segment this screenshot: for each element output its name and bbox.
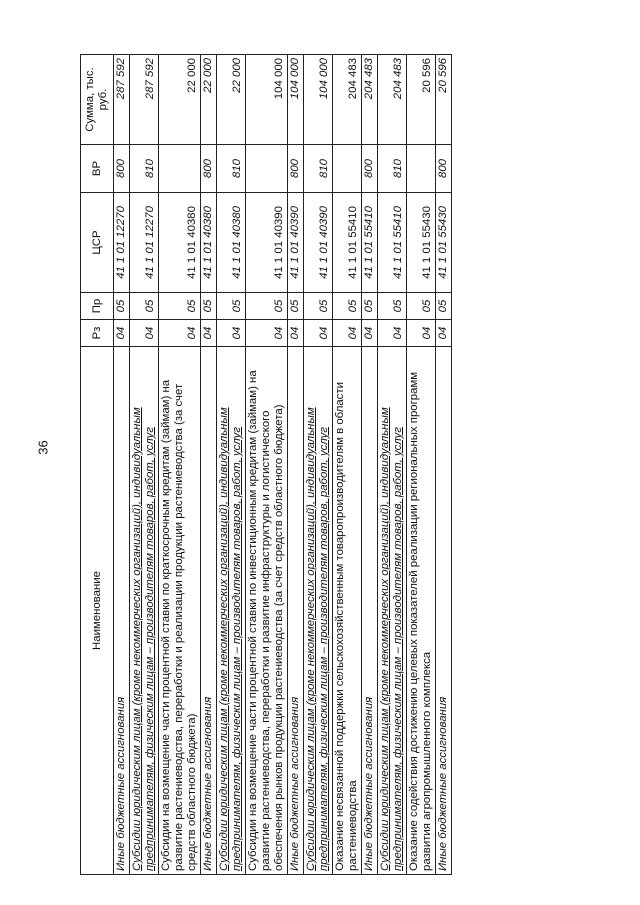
row-pr: 05 [246,293,288,320]
row-csr: 41 1 01 55410 [378,193,407,293]
row-pr: 05 [407,293,436,320]
header-csr: ЦСР [81,193,114,293]
row-csr: 41 1 01 40380 [201,193,217,293]
table-row [304,55,333,875]
table-row [378,55,407,875]
row-name: Субсидии юридическим лицам (кроме некоммерческих организаций), индивидуальным предпринимателям, физическим лицам – производителям товаров, работ, услуг [217,347,246,875]
row-rz: 04 [114,320,130,347]
row-sum: 22 000 [159,55,201,145]
row-sum: 20 596 [436,55,452,145]
row-rz: 04 [362,320,378,347]
row-sum: 204 483 [362,55,378,145]
row-csr: 41 1 01 40380 [159,193,201,293]
row-sum: 204 483 [333,55,362,145]
row-rz: 04 [288,320,304,347]
row-rz: 04 [217,320,246,347]
row-rz: 04 [436,320,452,347]
row-pr: 05 [362,293,378,320]
table-row [201,55,217,875]
row-pr: 05 [217,293,246,320]
row-csr: 41 1 01 55410 [362,193,378,293]
row-vr: 810 [304,145,333,193]
row-pr: 05 [201,293,217,320]
row-name: Субсидии юридическим лицам (кроме некоммерческих организаций), индивидуальным предпринимателям, физическим лицам – производителям товаров, работ, услуг [304,347,333,875]
budget-table [80,54,452,875]
row-name: Оказание содействия достижению целевых показателей реализации региональных программ развития агропромышленного комплекса [407,347,436,875]
header-pr: Пр [81,293,114,320]
table-row [407,55,436,875]
row-sum: 204 483 [378,55,407,145]
table-row [114,55,130,875]
row-vr [246,145,288,193]
row-sum: 104 000 [304,55,333,145]
row-csr: 41 1 01 40390 [288,193,304,293]
table-header-row [81,55,114,875]
row-csr: 41 1 01 55430 [407,193,436,293]
row-vr: 800 [436,145,452,193]
row-rz: 04 [407,320,436,347]
row-vr [407,145,436,193]
row-name: Иные бюджетные ассигнования [362,347,378,875]
row-rz: 04 [304,320,333,347]
row-pr: 05 [114,293,130,320]
row-csr: 41 1 01 55430 [436,193,452,293]
row-sum: 287 592 [114,55,130,145]
row-name: Оказание несвязанной поддержки сельскохозяйственным товаропроизводителям в области растениеводства [333,347,362,875]
row-sum: 22 000 [217,55,246,145]
row-sum: 20 596 [407,55,436,145]
row-sum: 104 000 [246,55,288,145]
row-rz: 04 [246,320,288,347]
table-row [130,55,159,875]
header-rz: Рз [81,320,114,347]
row-sum: 22 000 [201,55,217,145]
row-csr: 41 1 01 12270 [130,193,159,293]
header-name: Наименование [81,347,114,875]
table-row [217,55,246,875]
row-csr: 41 1 01 40390 [246,193,288,293]
table-row [246,55,288,875]
row-rz: 04 [201,320,217,347]
row-vr: 800 [362,145,378,193]
row-pr: 05 [436,293,452,320]
row-rz: 04 [378,320,407,347]
table-row [333,55,362,875]
row-vr: 810 [130,145,159,193]
table-row [159,55,201,875]
row-name: Субсидии на возмещение части процентной ставки по инвестиционным кредитам (займам) на развитие растениеводства, переработки и развитие инфраструктуры и логистического обеспечения рынков продукции растениеводства (за счет средств областного бюджета) [246,347,288,875]
row-name: Субсидии на возмещение части процентной ставки по краткосрочным кредитам (займам) на развитие растениеводства, переработки и реализации продукции растениеводства (за счет средств областного бюджета) [159,347,201,875]
row-name: Субсидии юридическим лицам (кроме некоммерческих организаций), индивидуальным предпринимателям, физическим лицам – производителям товаров, работ, услуг [130,347,159,875]
row-csr: 41 1 01 40390 [304,193,333,293]
row-rz: 04 [333,320,362,347]
row-vr [159,145,201,193]
table-row [288,55,304,875]
row-name: Иные бюджетные ассигнования [201,347,217,875]
row-pr: 05 [304,293,333,320]
row-vr: 800 [288,145,304,193]
row-sum: 287 592 [130,55,159,145]
row-pr: 05 [333,293,362,320]
row-name: Иные бюджетные ассигнования [288,347,304,875]
row-vr: 810 [378,145,407,193]
row-vr: 810 [217,145,246,193]
row-name: Субсидии юридическим лицам (кроме некоммерческих организаций), индивидуальным предпринимателям, физическим лицам – производителям товаров, работ, услуг [378,347,407,875]
row-csr: 41 1 01 55410 [333,193,362,293]
table-row [436,55,452,875]
row-vr [333,145,362,193]
row-rz: 04 [130,320,159,347]
row-pr: 05 [288,293,304,320]
page-number: 36 [35,440,51,455]
header-vr: ВР [81,145,114,193]
row-vr: 800 [114,145,130,193]
rotated-table-wrapper [80,55,550,875]
header-sum: Сумма, тыс. руб. [81,55,114,145]
row-csr: 41 1 01 40380 [217,193,246,293]
row-sum: 104 000 [288,55,304,145]
table-row [362,55,378,875]
row-pr: 05 [378,293,407,320]
row-pr: 05 [159,293,201,320]
row-pr: 05 [130,293,159,320]
row-name: Иные бюджетные ассигнования [436,347,452,875]
row-vr: 800 [201,145,217,193]
row-csr: 41 1 01 12270 [114,193,130,293]
row-rz: 04 [159,320,201,347]
row-name: Иные бюджетные ассигнования [114,347,130,875]
